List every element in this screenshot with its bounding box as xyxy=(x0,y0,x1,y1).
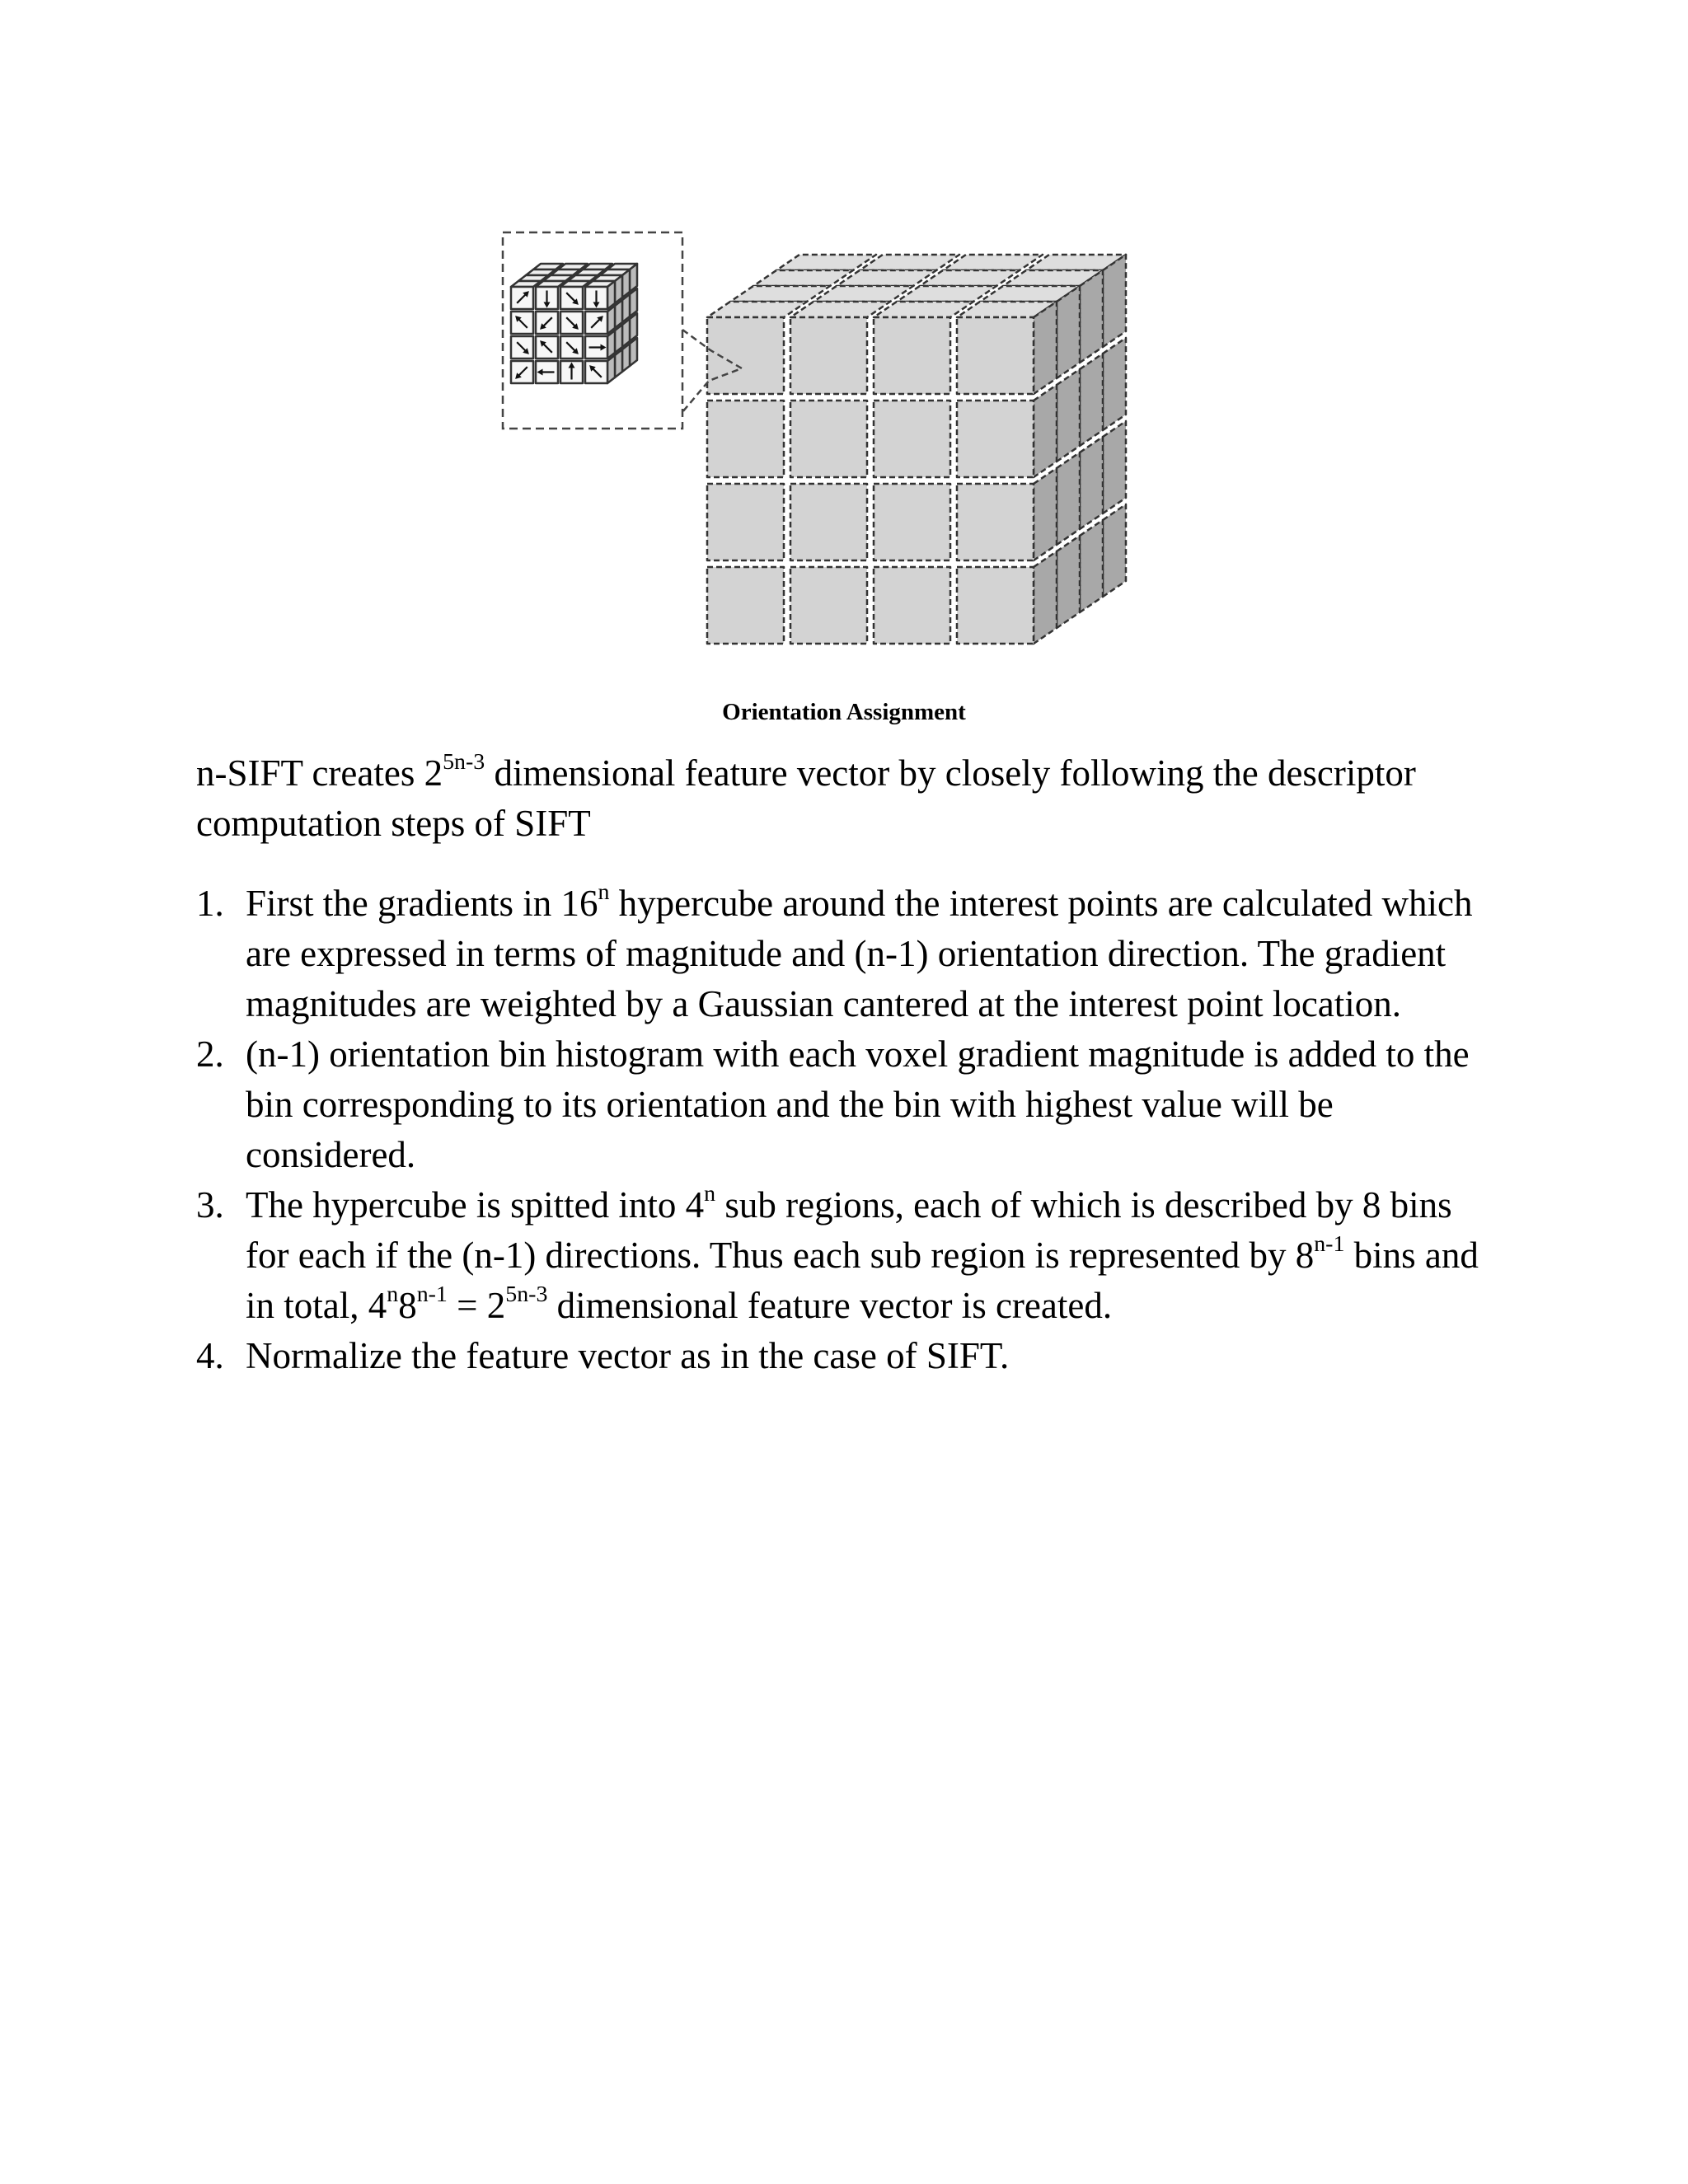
step-text xyxy=(246,1180,1482,1331)
cube-front-face xyxy=(707,401,784,477)
inset-side-face xyxy=(630,264,637,292)
cube-side-face xyxy=(1080,270,1103,363)
orientation-assignment-figure xyxy=(0,0,1688,692)
step-item-2 xyxy=(196,1029,1482,1180)
inset-side-face xyxy=(615,300,622,328)
step-number: 4. xyxy=(196,1335,224,1376)
cube-side-face xyxy=(1103,338,1126,430)
cube-side-face xyxy=(1057,286,1080,378)
cube-top-face xyxy=(790,302,890,317)
cube-top-face xyxy=(943,255,1043,270)
step-3-text-e: = 2 xyxy=(447,1285,506,1326)
step-number: 1. xyxy=(196,883,224,924)
cube-top-face xyxy=(920,270,1020,286)
cube-front-face xyxy=(707,567,784,644)
cube-side-face xyxy=(1034,551,1057,644)
inset-side-face xyxy=(622,319,630,347)
cube-top-face xyxy=(730,286,830,302)
cube-front-face xyxy=(957,401,1034,477)
intro-superscript: 5n-3 xyxy=(443,748,485,775)
cube-top-face xyxy=(753,270,853,286)
inset-side-face xyxy=(607,281,615,309)
cube-front-face xyxy=(957,317,1034,394)
cube-side-face xyxy=(1057,452,1080,545)
cube-top-face xyxy=(897,286,996,302)
step-text xyxy=(246,879,1482,1029)
cube-top-face xyxy=(837,270,936,286)
step-text xyxy=(246,1331,1482,1381)
cube-side-face xyxy=(1080,354,1103,446)
cube-front-face xyxy=(874,484,950,560)
step-item-3 xyxy=(196,1180,1482,1331)
cube-top-face xyxy=(860,255,959,270)
intro-paragraph xyxy=(196,748,1482,849)
step-3-text-f: dimensional feature vector is created. xyxy=(547,1285,1113,1326)
cube-front-face xyxy=(790,567,867,644)
cube-front-face xyxy=(874,317,950,394)
intro-text-suffix: dimensional feature vector by closely following the descriptor computation steps of SIFT xyxy=(196,752,1416,844)
step-3-text-a: The hypercube is spitted into 4 xyxy=(246,1184,705,1226)
step-1-text-b: hypercube around the interest points are calculated which are expressed in terms of magnitude and (n-1) orientation direction. The gradient magnitudes are weighted by a Gaussian cantered at the interest point location. xyxy=(246,883,1473,1024)
cube-side-face xyxy=(1034,468,1057,560)
inset-side-face xyxy=(622,269,630,298)
cube-front-face xyxy=(790,317,867,394)
step-item-1 xyxy=(196,879,1482,1029)
step-2-text-a: (n-1) orientation bin histogram with each voxel gradient magnitude is added to the bin corresponding to its orientation and the bin with highest value will be considered. xyxy=(246,1033,1470,1175)
intro-text-prefix: n-SIFT creates 2 xyxy=(196,752,443,794)
cube-side-face xyxy=(1080,437,1103,529)
inset-side-face xyxy=(607,330,615,359)
step-number: 2. xyxy=(196,1033,224,1075)
cube-side-face xyxy=(1034,302,1057,394)
cube-side-face xyxy=(1057,369,1080,462)
inset-side-face xyxy=(630,288,637,316)
cube-top-face xyxy=(874,302,973,317)
step-3-sup5: 5n-3 xyxy=(505,1281,548,1307)
cube-top-face xyxy=(707,302,807,317)
cube-side-face xyxy=(1103,504,1126,597)
cube-front-face xyxy=(957,567,1034,644)
cube-front-face xyxy=(790,401,867,477)
cube-side-face xyxy=(1080,520,1103,612)
cube-front-face xyxy=(707,484,784,560)
step-3-sup: n xyxy=(704,1180,716,1207)
cube-side-face xyxy=(1103,255,1126,347)
step-text xyxy=(246,1029,1482,1180)
inset-side-face xyxy=(607,355,615,383)
step-item-4 xyxy=(196,1331,1482,1381)
cube-side-face xyxy=(1103,421,1126,513)
inset-side-face xyxy=(622,344,630,372)
step-4-text-a: Normalize the feature vector as in the case of SIFT. xyxy=(246,1335,1010,1376)
step-3-sup2: n-1 xyxy=(1314,1230,1345,1257)
gradient-inset xyxy=(503,232,742,429)
cube-top-face xyxy=(814,286,913,302)
cube-front-face xyxy=(790,484,867,560)
cube-side-face xyxy=(1057,536,1080,628)
step-1-text-a: First the gradients in 16 xyxy=(246,883,598,924)
cube-front-face xyxy=(874,401,950,477)
inset-side-face xyxy=(615,275,622,303)
cube-front-face xyxy=(957,484,1034,560)
steps-list xyxy=(196,879,1482,1381)
step-3-sup4: n-1 xyxy=(416,1281,448,1307)
figure-caption: Orientation Assignment xyxy=(722,699,966,725)
cube-top-face xyxy=(776,255,876,270)
inset-side-face xyxy=(622,294,630,322)
inset-side-face xyxy=(607,306,615,334)
inset-side-face xyxy=(630,313,637,341)
hypercube-grid xyxy=(707,255,1126,644)
step-3-text-c: bins and in total, 4 xyxy=(246,1235,1479,1326)
cube-side-face xyxy=(1034,385,1057,477)
inset-side-face xyxy=(630,338,637,366)
step-number: 3. xyxy=(196,1184,224,1226)
cube-front-face xyxy=(874,567,950,644)
step-3-text-b: sub regions, each of which is described by 8 bins for each if the (n-1) directions. Thus each sub region is represented by 8 xyxy=(246,1184,1452,1276)
inset-side-face xyxy=(615,349,622,377)
inset-side-face xyxy=(615,325,622,353)
step-3-text-d: 8 xyxy=(398,1285,417,1326)
step-1-sup: n xyxy=(598,879,610,905)
step-3-sup3: n xyxy=(387,1281,399,1307)
